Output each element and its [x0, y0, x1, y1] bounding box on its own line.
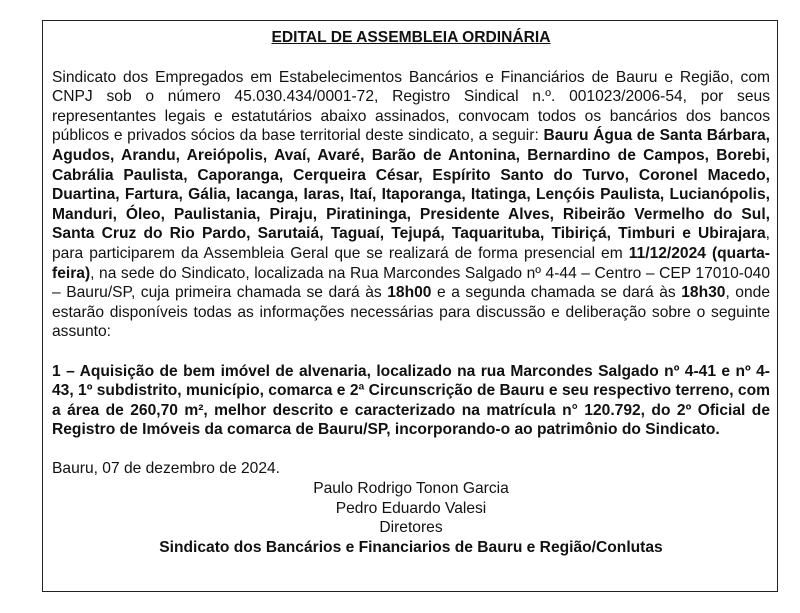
notice-title: EDITAL DE ASSEMBLEIA ORDINÁRIA [271, 29, 551, 46]
meeting-date: 11/12/2024 (quarta-feira) [52, 244, 771, 282]
spacer [52, 342, 770, 362]
organization-name: Sindicato dos Bancários e Financiarios de Bauru e Região/Conlutas [159, 538, 663, 556]
agenda-item: 1 – Aquisição de bem imóvel de alvenaria, localizado na rua Marcondes Salgado nº 4-41 e nº 4-43, 1º subdistrito, município, comarca e 2ª Circunscrição de Bauru e seu respectivo terreno, com a área de 260,70 m², melhor descrito e caracterizado na matrícula n° 120.792, do 2º Oficial de Registro de Imóveis da comarca de Bauru/SP, incorporando-o ao patrimônio do Sindicato. [52, 362, 770, 439]
intro-text-2: , para participarem da Assembleia Geral que se realizará de forma presencial em [52, 225, 770, 262]
signer-name-1: Paulo Rodrigo Tonon Garcia [313, 480, 509, 498]
intro-text-4: e a segunda chamada se dará às [431, 284, 682, 302]
intro-text-1: Sindicato dos Empregados em Estabelecimentos Bancários e Financiários de Bauru e Região, com CNPJ sob o número 45.030.434/0001-72, Registro Sindical n.º. 001023/2006-54, por seus representantes legais e estatutários abaixo assinados, convocam todos os bancários dos bancos públicos e privados sócios da base territorial deste sindicato, a seguir: [52, 68, 770, 145]
first-call-time: 18h00 [387, 284, 432, 302]
intro-paragraph [52, 68, 770, 342]
city-list: Bauru Água de Santa Bárbara, Agudos, Arandu, Areiópolis, Avaí, Avaré, Barão de Antonina, Bernardino de Campos, Borebi, Cabrália Paulista, Caporanga, Cerqueira César, Espírito Santo do Turvo, Coronel Macedo, Duartina, Fartura, Gália, Iacanga, Iaras, Itaí, Itaporanga, Itatinga, Lençóis Paulista, Lucianópolis, Manduri, Óleo, Paulistania, Piraju, Piratininga, Presidente Alves, Ribeirão Vermelho do Sul, Santa Cruz do Rio Pardo, Sarutaiá, Taguaí, Tejupá, Taquarituba, Tibiriçá, Timburi e Ubirajara [52, 127, 770, 243]
signer-name-2: Pedro Eduardo Valesi [335, 499, 487, 517]
signer-role: Diretores [379, 519, 443, 537]
intro-text-5: , onde estarão disponíveis todas as informações necessárias para discussão e deliberação sobre o seguinte assunto: [52, 284, 770, 341]
place-date: Bauru, 07 de dezembro de 2024. [52, 460, 281, 478]
intro-text-3: , na sede do Sindicato, localizada na Rua Marcondes Salgado nº 4-44 – Centro – CEP 17010-040 – Bauru/SP, cuja primeira chamada se dará às [52, 264, 770, 302]
second-call-time: 18h30 [681, 284, 726, 302]
notice-content [52, 28, 770, 557]
spacer [52, 440, 770, 460]
